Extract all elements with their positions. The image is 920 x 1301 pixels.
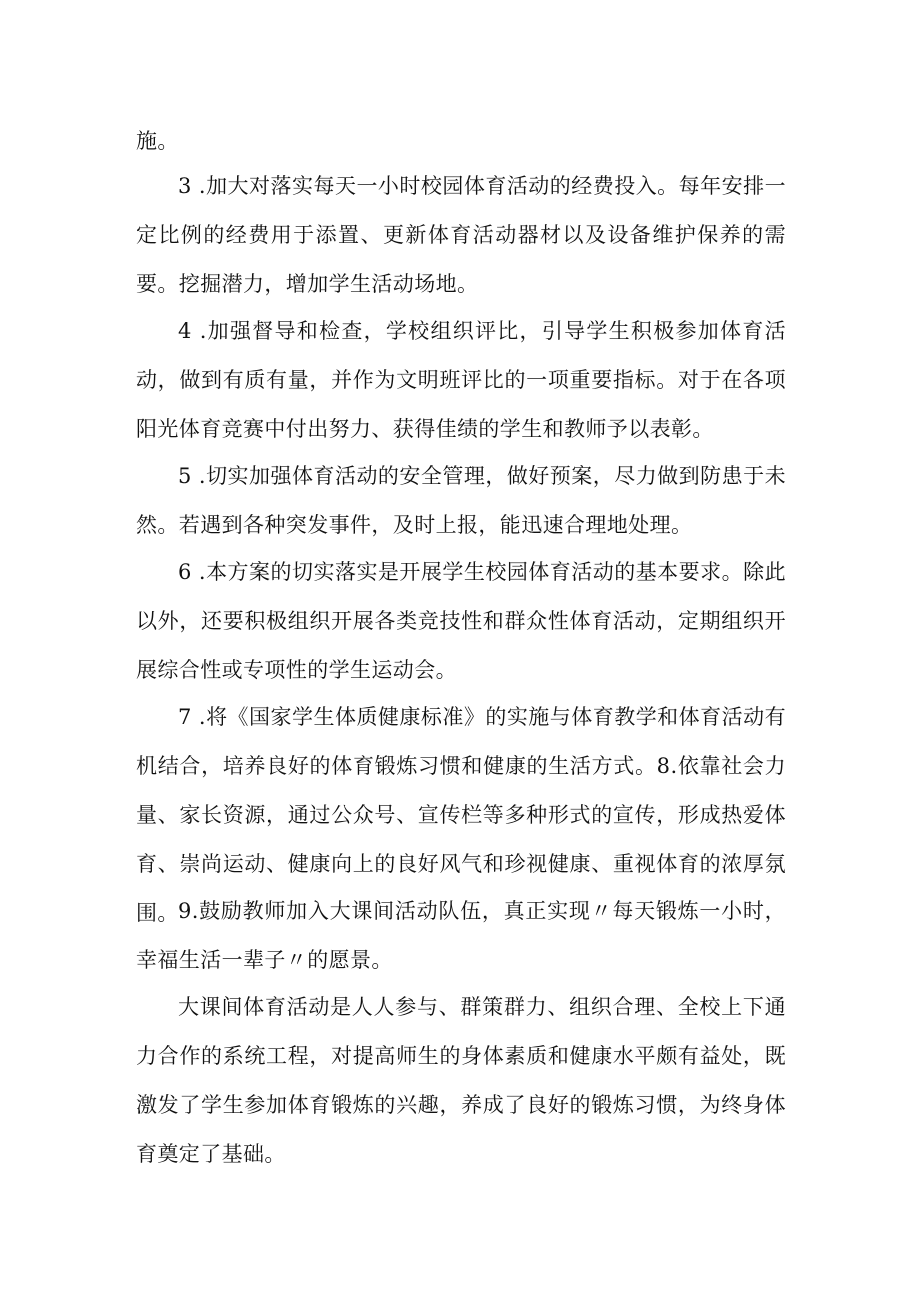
paragraph-item-9: 9.鼓励教师加入大课间活动队伍，真正实现〃每天锻炼一小时，幸福生活一辈子〃的愿景。 — [136, 899, 786, 972]
paragraph-conclusion: 大课间体育活动是人人参与、群策群力、组织合理、全校上下通力合作的系统工程，对提高师生的身体素质和健康水平颇有益处，既激发了学生参加体育锻炼的兴趣，养成了良好的锻炼习惯，为终身体育奠定了基础。 — [136, 995, 786, 1166]
paragraph-item-7-8: 7 .将《国家学生体质健康标准》的实施与体育教学和体育活动有机结合，培养良好的体育锻炼习惯和健康的生活方式。8.依靠社会力量、家长资源，通过公众号、宣传栏等多种形式的宣传，形成热爱体育、崇尚运动、健康向上的良好风气和珍视健康、重视体育的浓厚氛围。 — [136, 705, 786, 925]
paragraph-item-6: 6 .本方案的切实落实是开展学生校园体育活动的基本要求。除此以外，还要积极组织开展各类竞技性和群众性体育活动，定期组织开展综合性或专项性的学生运动会。 — [136, 560, 786, 682]
paragraph-item-5: 5 .切实加强体育活动的安全管理，做好预案，尽力做到防患于未然。若遇到各种突发事件，及时上报，能迅速合理地处理。 — [136, 464, 786, 537]
paragraph-continuation: 施。 — [136, 129, 179, 153]
paragraph-item-3: 3 .加大对落实每天一小时校园体育活动的经费投入。每年安排一定比例的经费用于添置、更新体育活动器材以及设备维护保养的需要。挖掘潜力，增加学生活动场地。 — [136, 174, 786, 296]
paragraph-item-4: 4 .加强督导和检查，学校组织评比，引导学生积极参加体育活动，做到有质有量，并作为文明班评比的一项重要指标。对于在各项阳光体育竞赛中付出努力、获得佳绩的学生和教师予以表彰。 — [136, 319, 786, 441]
